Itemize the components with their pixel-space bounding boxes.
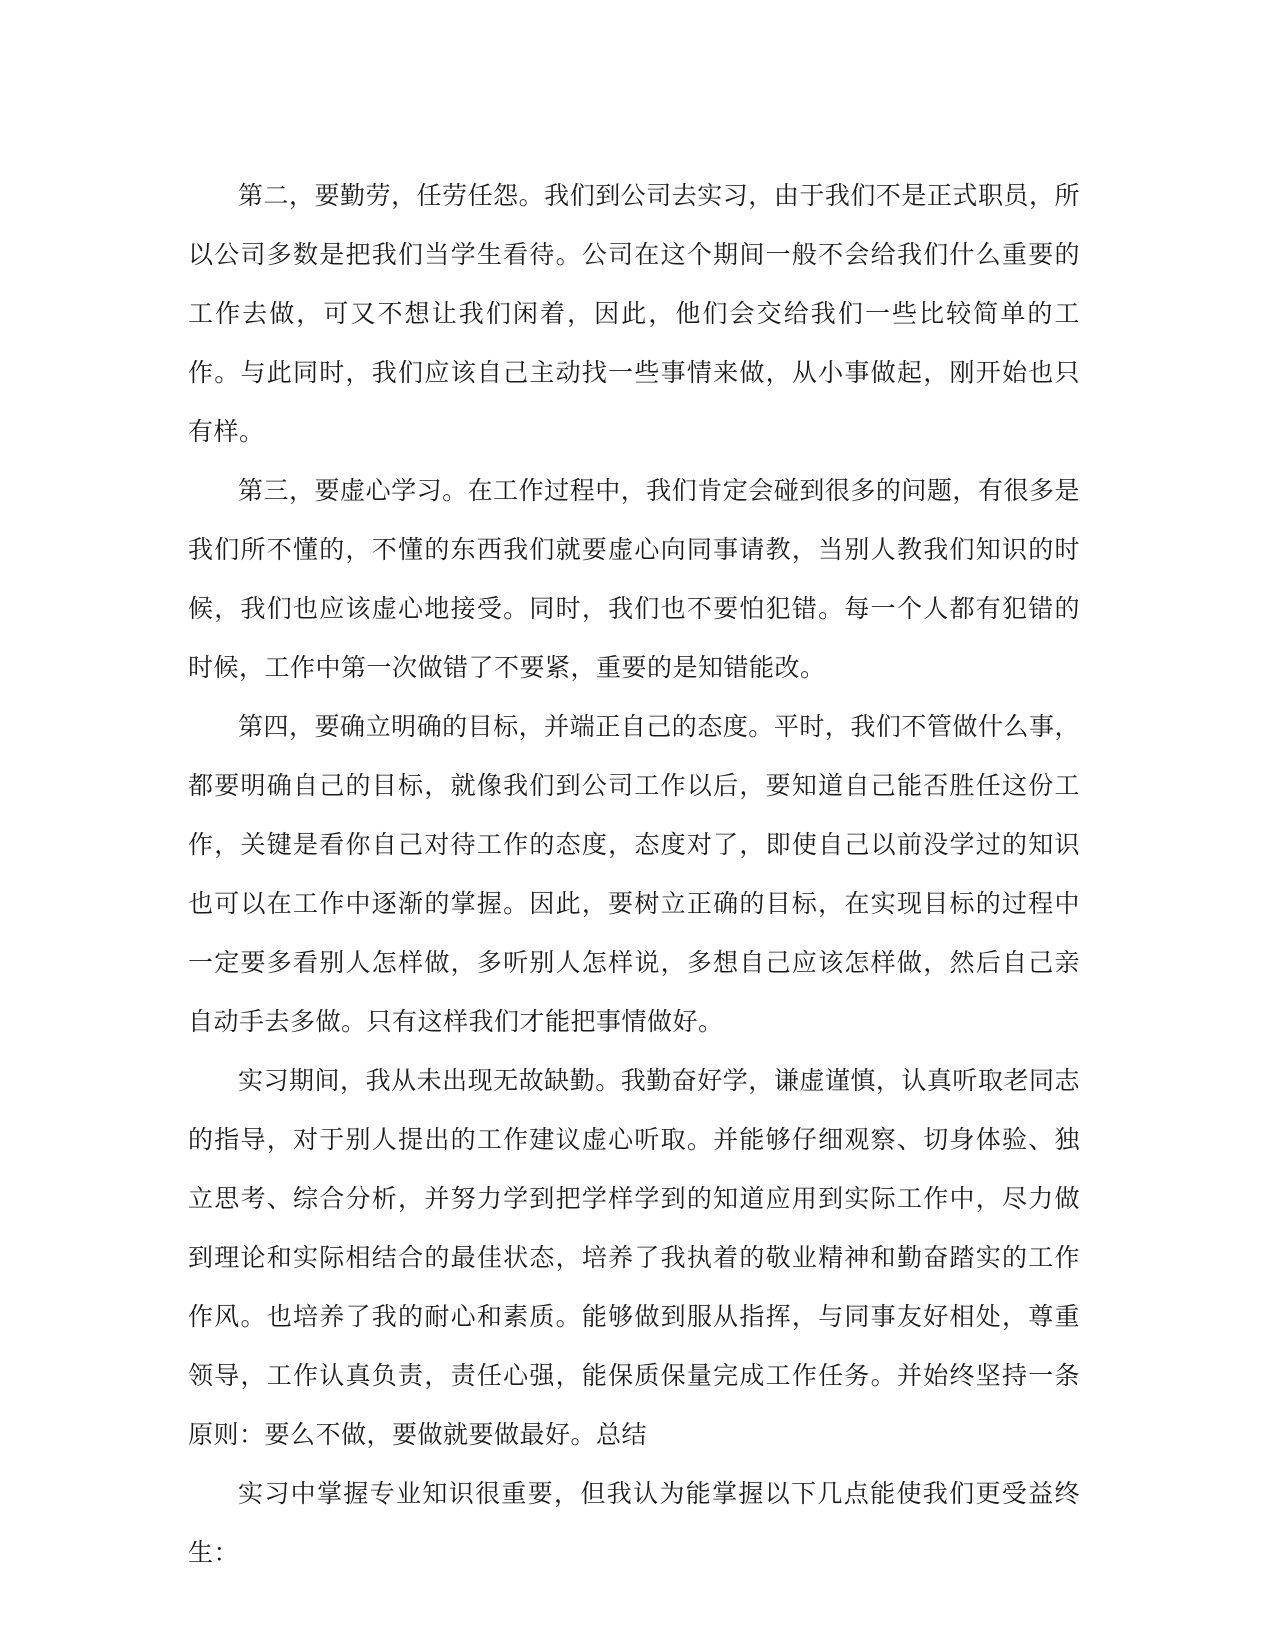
paragraph-learning: 第三，要虚心学习。在工作过程中，我们肯定会碰到很多的问题，有很多是我们所不懂的，不懂的东西我们就要虚心向同事请教，当别人教我们知识的时候，我们也应该虚心地接受。同时，我们也不要怕犯错。每一个人都有犯错的时候，工作中第一次做错了不要紧，重要的是知错能改。 xyxy=(188,476,1080,682)
paragraph-goals: 第四，要确立明确的目标，并端正自己的态度。平时，我们不管做什么事，都要明确自己的目标，就像我们到公司工作以后，要知道自己能否胜任这份工作，关键是看你自己对待工作的态度，态度对了，即使自己以前没学过的知识也可以在工作中逐渐的掌握。因此，要树立正确的目标，在实现目标的过程中一定要多看别人怎样做，多听别人怎样说，多想自己应该怎样做，然后自己亲自动手去多做。只有这样我们才能把事情做好。 xyxy=(188,712,1080,1036)
paragraph-diligence: 第二，要勤劳，任劳任怨。我们到公司去实习，由于我们不是正式职员，所以公司多数是把我们当学生看待。公司在这个期间一般不会给我们什么重要的工作去做，可又不想让我们闲着，因此，他们会交给我们一些比较简单的工作。与此同时，我们应该自己主动找一些事情来做，从小事做起，刚开始也只有样。 xyxy=(188,181,1080,446)
paragraph-conclusion-intro: 实习中掌握专业知识很重要，但我认为能掌握以下几点能使我们更受益终生： xyxy=(188,1479,1080,1567)
document-body xyxy=(188,166,1080,1582)
paragraph-internship-performance: 实习期间，我从未出现无故缺勤。我勤奋好学，谦虚谨慎，认真听取老同志的指导，对于别人提出的工作建议虚心听取。并能够仔细观察、切身体验、独立思考、综合分析，并努力学到把学样学到的知道应用到实际工作中，尽力做到理论和实际相结合的最佳状态，培养了我执着的敬业精神和勤奋踏实的工作作风。也培养了我的耐心和素质。能够做到服从指挥，与同事友好相处，尊重领导，工作认真负责，责任心强，能保质保量完成工作任务。并始终坚持一条原则：要么不做，要做就要做最好。总结 xyxy=(188,1066,1080,1449)
